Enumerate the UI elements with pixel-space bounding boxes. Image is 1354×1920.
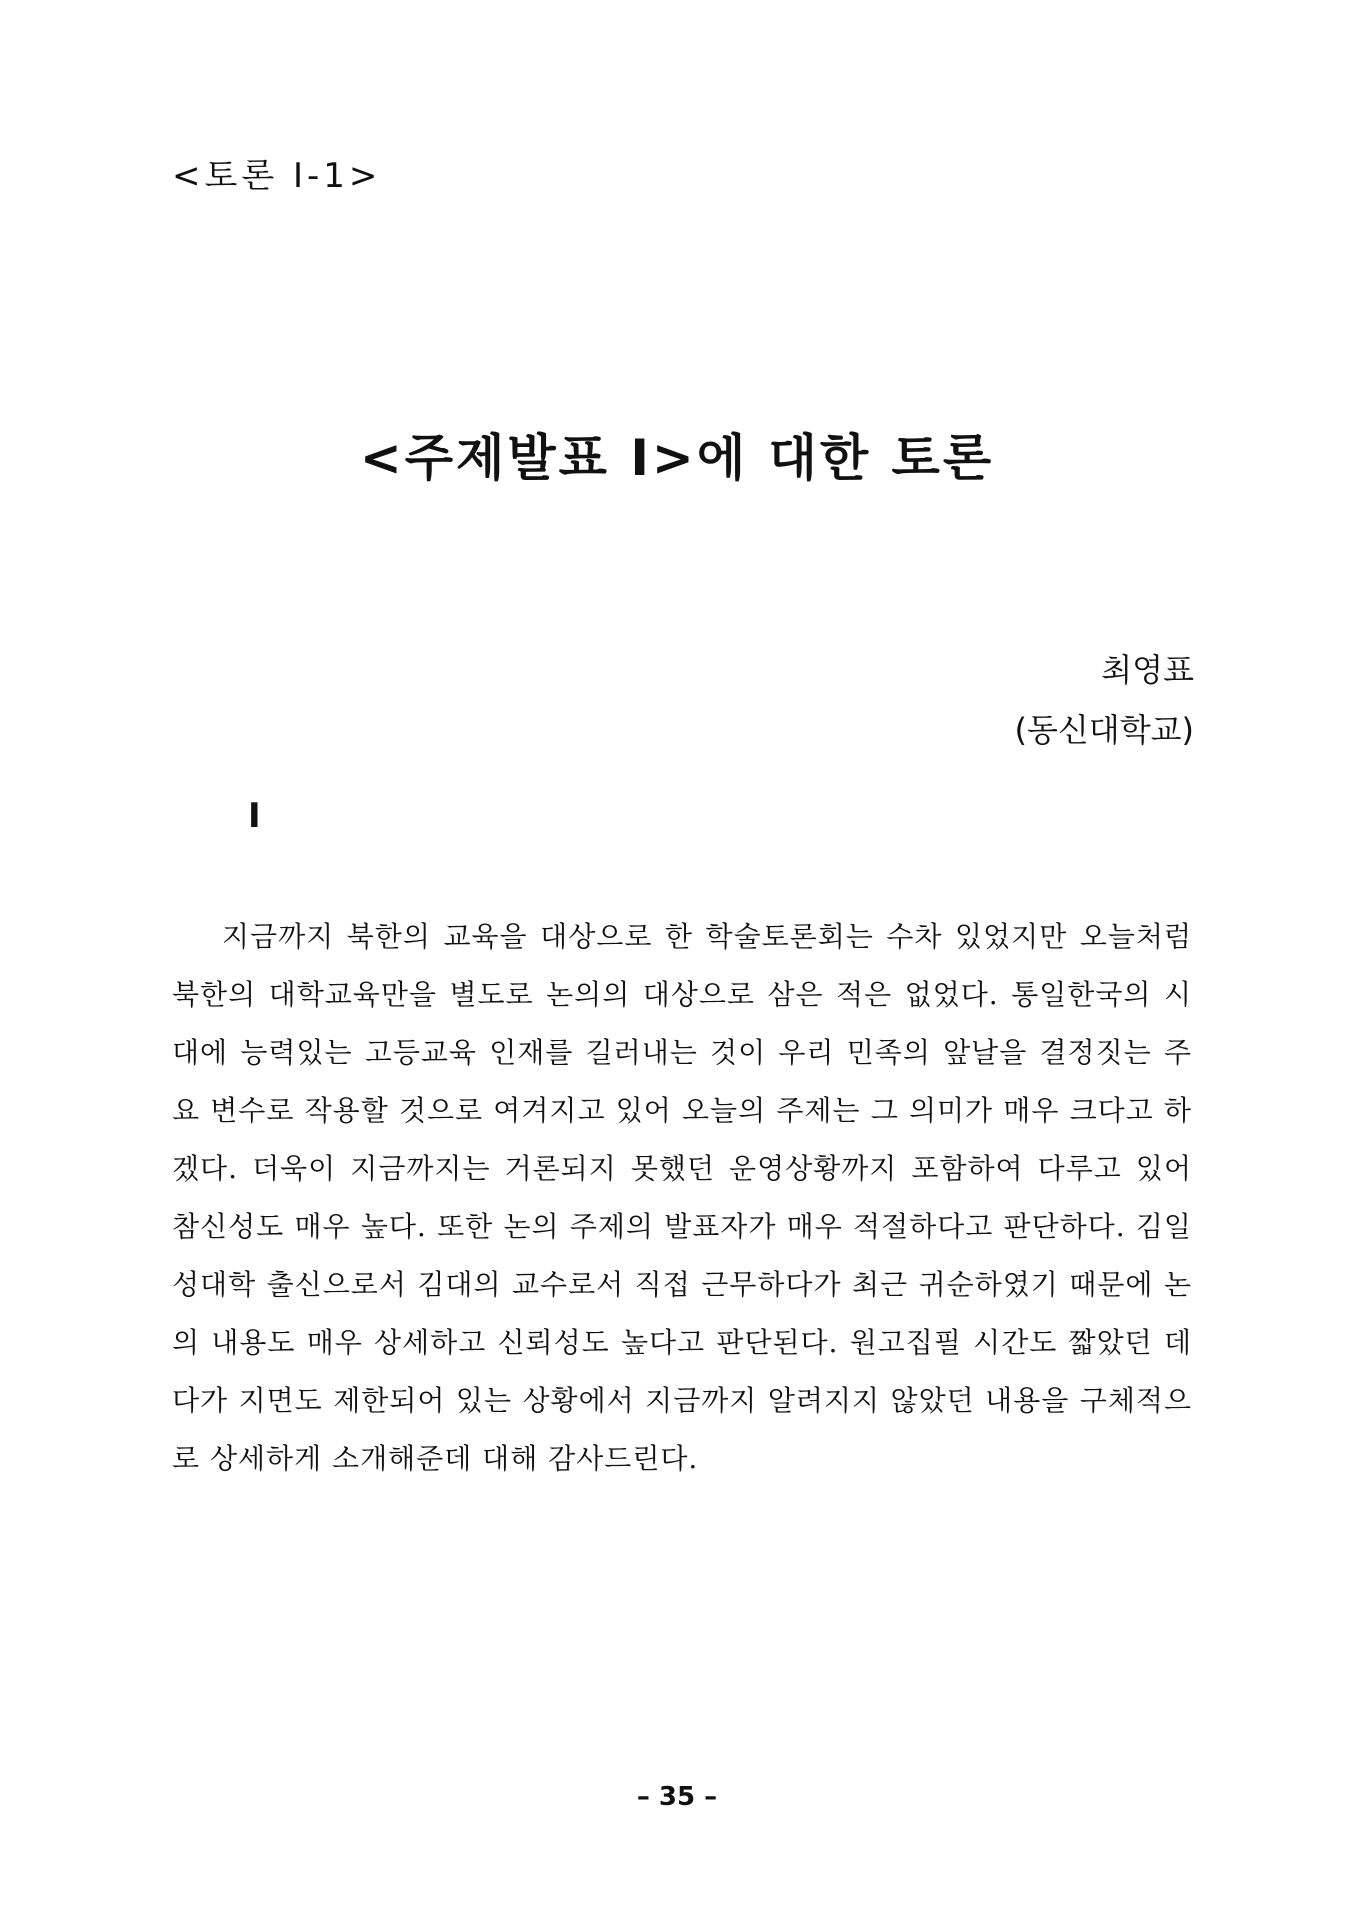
author-block [1014,640,1194,760]
section-label: <토론 Ⅰ-1> [172,156,382,196]
author-name: 최영표 [1101,651,1194,689]
page-number: – 35 – [636,1782,718,1812]
page-title: <주제발표 Ⅰ>에 대한 토론 [359,429,995,487]
author-affiliation: (동신대학교) [1014,711,1194,749]
body-paragraph: 지금까지 북한의 교육을 대상으로 한 학술토론회는 수차 있었지만 오늘처럼 북한의 대학교육만을 별도로 논의의 대상으로 삼은 적은 없었다. 통일한국의 시대에 능력있는 고등교육 인재를 길러내는 것이 우리 민족의 앞날을 결정짓는 주요 변수로 작용할 것으로 여겨지고 있어 오늘의 주제는 그 의미가 매우 크다고 하겠다. 더욱이 지금까지는 거론되지 못했던 운영상황까지 포함하여 다루고 있어 참신성도 매우 높다. 또한 논의 주제의 발표자가 매우 적절하다고 판단하다. 김일성대학 출신으로서 김대의 교수로서 직접 근무하다가 최근 귀순하였기 때문에 논의 내용도 매우 상세하고 신뢰성도 높다고 판단된다. 원고집필 시간도 짧았던 데다가 지면도 제한되어 있는 상황에서 지금까지 알려지지 않았던 내용을 구체적으로 상세하게 소개해준데 대해 감사드린다. [172,920,1192,1475]
section-number: Ⅰ [248,796,261,836]
